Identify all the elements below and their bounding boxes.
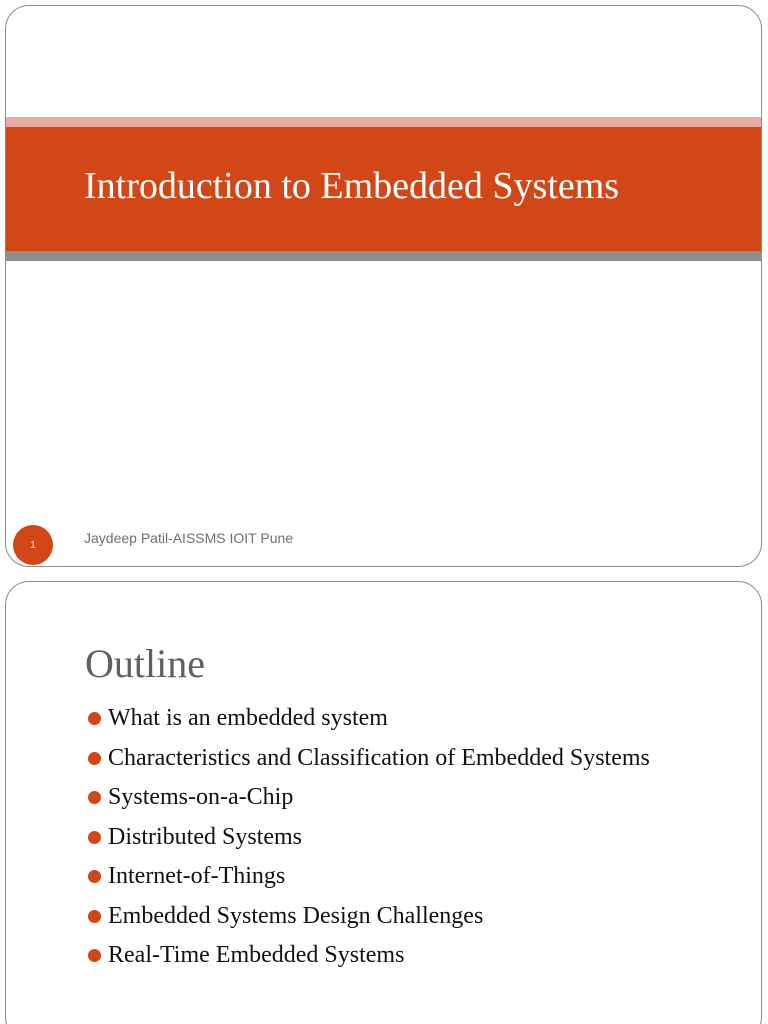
- slide-2: [5, 581, 762, 1024]
- slide-1: [5, 5, 762, 567]
- bullet-dot-icon: [88, 910, 101, 923]
- list-item: [86, 781, 726, 814]
- bullet-dot-icon: [88, 791, 101, 804]
- title-band-shadow: [6, 251, 761, 261]
- title-band-highlight: [6, 117, 761, 127]
- list-item-text: Real-Time Embedded Systems: [108, 942, 405, 968]
- list-item-text: Characteristics and Classification of Embedded Systems: [108, 744, 650, 771]
- list-item: [86, 742, 726, 775]
- list-item-text: Systems-on-a-Chip: [108, 784, 294, 810]
- list-item-text: Embedded Systems Design Challenges: [108, 902, 484, 929]
- bullet-dot-icon: [88, 752, 101, 765]
- bullet-dot-icon: [88, 949, 101, 962]
- list-item: [86, 821, 726, 854]
- list-item-text: What is an embedded system: [108, 705, 388, 731]
- slide-number-badge: 1: [13, 525, 53, 565]
- bullet-dot-icon: [88, 712, 101, 725]
- list-item: [86, 860, 726, 893]
- bullet-dot-icon: [88, 831, 101, 844]
- list-item-text: Internet-of-Things: [108, 863, 286, 889]
- bullet-dot-icon: [88, 870, 101, 883]
- list-item-text: Distributed Systems: [108, 823, 303, 850]
- list-item: [86, 939, 726, 972]
- slide-title: Introduction to Embedded Systems: [84, 165, 620, 207]
- outline-heading: Outline: [85, 641, 205, 686]
- slide-footer: Jaydeep Patil-AISSMS IOIT Pune: [84, 530, 294, 546]
- list-item: [86, 702, 726, 735]
- list-item: [86, 900, 726, 933]
- outline-bullet-list: [86, 702, 726, 979]
